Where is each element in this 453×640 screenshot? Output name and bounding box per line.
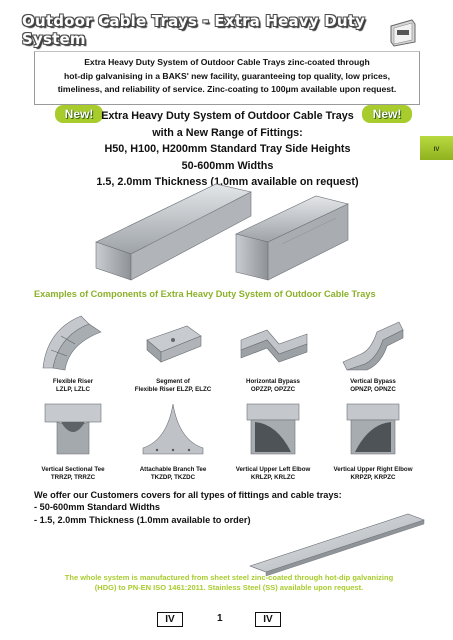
component-name: Horizontal Bypass xyxy=(246,378,300,385)
component-vertical-sectional-tee xyxy=(24,398,122,481)
component-name: Flexible Riser xyxy=(52,378,94,385)
intro-line: hot-dip galvanising in a BAKS' new facility, guaranteeing top quality, low prices, xyxy=(64,70,390,81)
component-name: Vertical Bypass xyxy=(350,378,396,385)
baks-logo-icon xyxy=(388,18,418,48)
covers-line: We offer our Customers covers for all types of fittings and cable trays: xyxy=(34,490,342,500)
footer-note xyxy=(34,573,424,593)
vertical-sectional-tee-image xyxy=(37,398,109,460)
page-title: Outdoor Cable Trays - Extra Heavy Duty System xyxy=(22,12,366,48)
footer-line: (HDG) to PN-EN ISO 1461:2011. Stainless Steel (SS) available upon request. xyxy=(94,583,364,592)
page-number-digit: 1 xyxy=(217,613,223,624)
component-name: Vertical Upper Left Elbow xyxy=(235,466,311,473)
examples-title: Examples of Components of Extra Heavy Duty System of Outdoor Cable Trays xyxy=(34,289,376,299)
component-name: Segment of xyxy=(156,378,190,385)
footer-line: The whole system is manufactured from sheet steel zinc-coated through hot-dip galvanizing xyxy=(64,573,394,582)
component-code: KRLZP, KRLZC xyxy=(250,474,296,481)
intro-description xyxy=(34,51,420,105)
component-name: Vertical Upper Right Elbow xyxy=(333,466,413,473)
vertical-bypass-image xyxy=(337,310,409,372)
component-code: OPZZP, OPZZC xyxy=(250,386,296,393)
vertical-upper-right-elbow-image xyxy=(337,398,409,460)
flexible-riser-image xyxy=(37,310,109,372)
heading-line: 1.5, 2.0mm Thickness (1.0mm available on request) xyxy=(96,176,359,189)
intro-line: timeliness, and reliability of service. Zinc-coating to 100μm available upon request. xyxy=(57,84,397,95)
component-code: TKZDP, TKZDC xyxy=(150,474,196,481)
component-code: TRRZP, TRRZC xyxy=(50,474,96,481)
cable-tray-illustration xyxy=(86,182,362,282)
component-attachable-branch-tee xyxy=(124,398,222,481)
attachable-branch-tee-image xyxy=(137,398,209,460)
vertical-upper-left-elbow-image xyxy=(237,398,309,460)
section-marker-left: IV xyxy=(157,612,183,627)
page-number xyxy=(155,612,295,628)
heading-line: H50, H100, H200mm Standard Tray Side Heights xyxy=(104,143,351,156)
new-badge-left: New! xyxy=(55,105,103,123)
product-heading xyxy=(80,108,375,191)
component-horizontal-bypass xyxy=(224,310,322,393)
component-name: Vertical Sectional Tee xyxy=(41,466,105,473)
heading-line: Extra Heavy Duty System of Outdoor Cable Trays xyxy=(101,110,354,122)
component-code: LZLP, LZLC xyxy=(56,386,90,393)
component-name: Attachable Branch Tee xyxy=(139,466,207,473)
flexible-riser-segment-image xyxy=(137,310,209,372)
component-vertical-bypass xyxy=(324,310,422,393)
component-vertical-upper-left-elbow xyxy=(224,398,322,481)
horizontal-bypass-image xyxy=(237,310,309,372)
covers-line: - 1.5, 2.0mm Thickness (1.0mm available to order) xyxy=(34,514,251,525)
component-code: KRPZP, KRPZC xyxy=(350,474,396,481)
section-tab-label: IV xyxy=(433,147,440,153)
intro-line: Extra Heavy Duty System of Outdoor Cable Trays zinc-coated through xyxy=(84,57,370,67)
new-badge-right: New! xyxy=(362,105,412,123)
heading-line: 50-600mm Widths xyxy=(181,159,274,172)
covers-line: - 50-600mm Standard Widths xyxy=(34,502,161,513)
component-vertical-upper-right-elbow xyxy=(324,398,422,481)
section-marker-right: IV xyxy=(255,612,281,627)
component-code: Flexible Riser ELZP, ELZC xyxy=(134,386,212,393)
heading-line: with a New Range of Fittings: xyxy=(152,126,303,139)
component-code: OPNZP, OPNZC xyxy=(350,386,396,393)
component-flexible-riser xyxy=(24,310,122,393)
component-flexible-riser-segment xyxy=(124,310,222,393)
